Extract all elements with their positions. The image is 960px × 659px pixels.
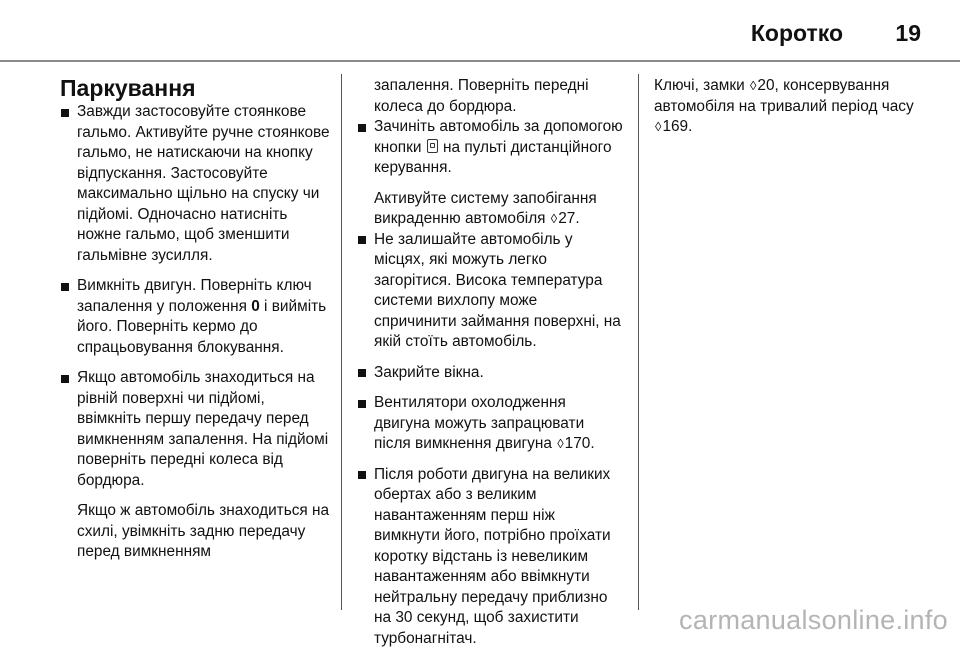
watermark: carmanualsonline.info bbox=[679, 605, 948, 635]
list-item bbox=[60, 102, 332, 266]
key-position: 0 bbox=[251, 297, 260, 315]
page-ref-link[interactable]: 27 bbox=[558, 210, 576, 227]
text-run: Ключі, замки bbox=[654, 77, 749, 94]
column-divider-1 bbox=[341, 74, 342, 610]
period: . bbox=[590, 435, 595, 452]
bullet-icon bbox=[61, 109, 69, 117]
list-item bbox=[60, 368, 332, 491]
list-item bbox=[357, 363, 623, 384]
page-number: 19 bbox=[895, 20, 921, 46]
item-paragraph bbox=[357, 189, 623, 230]
page-ref-link[interactable]: 170 bbox=[564, 435, 591, 452]
item-text bbox=[77, 276, 332, 358]
bullet-icon bbox=[61, 283, 69, 291]
bullet-icon bbox=[358, 471, 366, 479]
text-run: і вийміть його. Поверніть кермо до спрацьовування блокування. bbox=[77, 297, 327, 356]
text-run: , консервування автомобіля на тривалий період часу bbox=[654, 77, 914, 115]
list-item bbox=[357, 230, 623, 353]
text-run: Зачиніть автомобіль за допомогою кнопки bbox=[374, 118, 623, 156]
item-text: Завжди застосовуйте стоянкове гальмо. Активуйте ручне стоянкове гальмо, не натискаючи на кнопку відпускання. Застосовуйте максимально щільно на спуску чи підйомі. Одночасно натисніть ножне гальмо, щоб зменшити гальмівне зусилля. bbox=[77, 103, 330, 264]
bullet-icon bbox=[358, 236, 366, 244]
section-title: Коротко bbox=[750, 20, 843, 46]
text-run: на пульті дистанційного керування. bbox=[374, 138, 612, 176]
item-text bbox=[374, 393, 623, 455]
see-also-text bbox=[654, 76, 926, 138]
page-ref-icon: ◊ bbox=[557, 436, 564, 451]
page-header bbox=[0, 0, 960, 60]
bullet-icon bbox=[358, 369, 366, 377]
page-ref-icon: ◊ bbox=[550, 211, 558, 226]
period: . bbox=[688, 118, 693, 135]
column-2 bbox=[357, 76, 623, 659]
continuation-text: запалення. Поверніть передні колеса до бордюра. bbox=[374, 77, 589, 115]
column-divider-2 bbox=[638, 74, 639, 610]
bullet-icon bbox=[358, 124, 366, 132]
text-run: Вентилятори охолодження двигуна можуть запрацювати після вимкнення двигуна bbox=[374, 394, 585, 452]
bullet-icon bbox=[61, 375, 69, 383]
header-rule bbox=[0, 60, 960, 62]
item-text: Після роботи двигуна на великих обертах або з великим навантаженням перш ніж вимкнути його, потрібно проїхати коротку відстань із невеликим навантаженням або ввімкнути нейтральну передачу приблизно на 30 секунд, щоб захистити турбонагнітач. bbox=[374, 465, 611, 647]
column-3 bbox=[654, 76, 926, 138]
page-ref-link[interactable]: 20 bbox=[757, 77, 775, 94]
item-text: Не залишайте автомобіль у місцях, які можуть легко загорітися. Висока температура системи вихлопу може спричинити займання поверхні, на якій стоїть автомобіль. bbox=[374, 230, 621, 350]
list-item bbox=[60, 276, 332, 358]
key-lock-icon bbox=[427, 139, 438, 153]
bullet-icon bbox=[358, 400, 366, 408]
item-text: Закрийте вікна. bbox=[374, 363, 484, 381]
item-paragraph: Якщо ж автомобіль знаходиться на схилі, увімкніть задню передачу перед вимкненням bbox=[77, 502, 330, 560]
page-ref-link[interactable]: 169 bbox=[662, 118, 689, 135]
column-1 bbox=[60, 74, 332, 563]
text-run: Активуйте систему запобігання викраденню автомобіля bbox=[374, 189, 597, 227]
text-run: Вимкніть двигун. Поверніть ключ запалення у положення bbox=[77, 277, 312, 315]
item-text bbox=[374, 117, 623, 179]
section-heading: Паркування bbox=[60, 75, 196, 101]
list-item bbox=[357, 393, 623, 455]
list-item bbox=[357, 117, 623, 179]
page-ref-icon: ◊ bbox=[655, 119, 662, 134]
list-item bbox=[357, 465, 623, 650]
item-text: Якщо автомобіль знаходиться на рівній поверхні чи підйомі, ввімкніть першу передачу перед вимкненням запалення. На підйомі поверніть передні колеса від бордюра. bbox=[77, 369, 329, 489]
period: . bbox=[575, 210, 580, 227]
page-ref-icon: ◊ bbox=[749, 78, 757, 93]
